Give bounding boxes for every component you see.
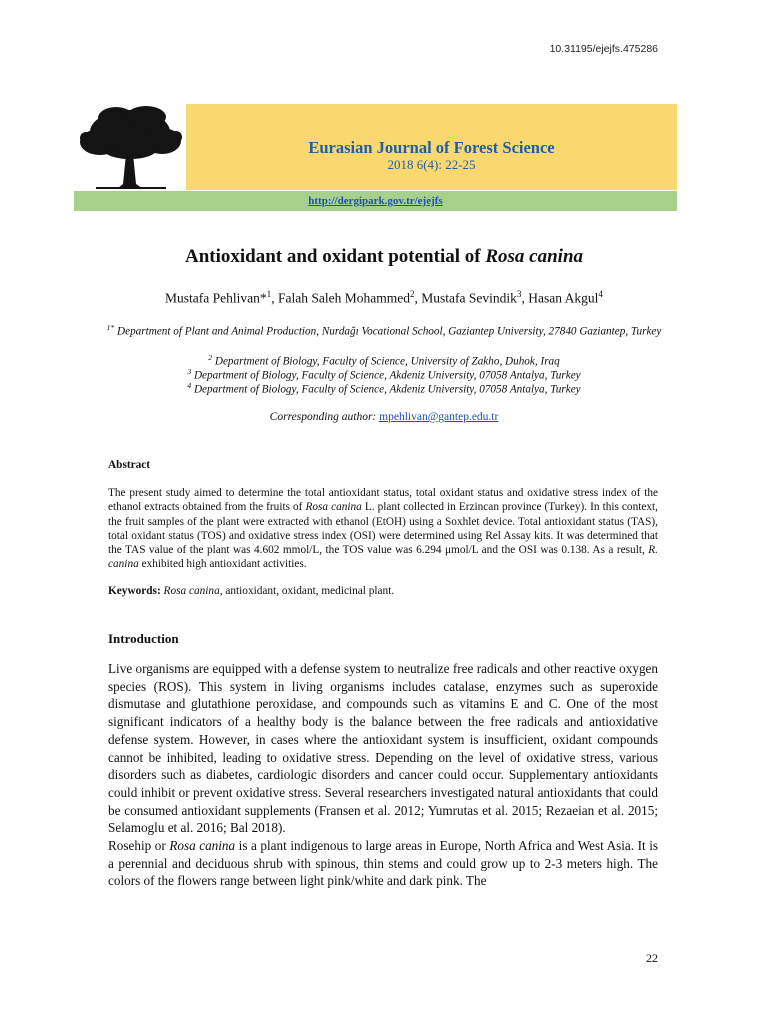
- intro-paragraph-1: Live organisms are equipped with a defense system to neutralize free radicals and other reactive oxygen species (ROS). This system in living organisms includes catalase, enzymes such as superoxide dismutase and glutathione peroxidase, and compounds such as vitamins E and C. One of the most significant indicators of a healthy body is the balance between the free radicals and antioxidative defense system. However, in cases where the antioxidant system is insufficient, oxidant compounds cannot be inhibited, leading to oxidative stress. Depending on the level of oxidative stress, various disorders such as diabetes, cardiologic disorders and cancer could occur. Supplementary antioxidants could inhibit or prevent oxidative stress. Several researchers investigated natural antioxidants that could be consumed antioxidant supplements (Fransen et al. 2012; Yumrutas et al. 2015; Rezaeian et al. 2015; Selamoglu et al. 2016; Bal 2018).: [108, 661, 658, 836]
- affiliation-1: $^{1*}$ Department of Plant and Animal Production, Nurdağı Vocational School, Gaziantep University, 27840 Gaziantep, Turkey: [106, 323, 662, 338]
- author-name: Mustafa Pehlivan*: [165, 290, 267, 306]
- journal-url-link[interactable]: http://dergipark.gov.tr/ejejfs: [308, 195, 443, 207]
- journal-logo: [74, 104, 186, 190]
- page-number: 22: [646, 951, 658, 965]
- author-name: Mustafa Sevindik: [421, 290, 517, 306]
- keywords-label: Keywords:: [108, 585, 161, 597]
- author-sup: 3: [516, 289, 522, 299]
- author-sup: 2: [409, 289, 415, 299]
- title-text: Antioxidant and oxidant potential of: [184, 246, 486, 267]
- author-name: Hasan Akgul: [528, 290, 599, 306]
- abstract-heading: Abstract: [108, 459, 151, 471]
- author-sup: 4: [598, 289, 603, 299]
- intro-paragraph-2: Rosehip or Rosa canina is a plant indigenous to large areas in Europe, North Africa and West Asia. It is a perennial and deciduous shrub with spinous, thin stems and could grow up to 2-3 meters high. The colors of the flowers range between light pink/white and dark pink. The: [108, 838, 658, 889]
- tree-icon: [76, 104, 184, 190]
- abstract-text: The present study aimed to determine the total antioxidant status, total oxidant status and oxidative stress index of the ethanol extracts obtained from the fruits of Rosa canina L. plant collected in Erzincan province (Turkey). In this context, the fruit samples of the plant were extracted with ethanol (EtOH) using a Soxhlet device. Total antioxidant status (TAS), total oxidant status (TOS) and oxidative stress index (OSI) were determined using Rel Assay kits. It was determined that the TAS value of the plant was 4.602 mmol/L, the TOS value was 6.294 μmol/L and the OSI was 0.138. As a result, R. canina exhibited high antioxidant activities.: [108, 487, 658, 571]
- affiliation-4: $^4$ Department of Biology, Faculty of Science, Akdeniz University, 07058 Antalya, Turkey: [187, 381, 581, 396]
- affiliation-3: $^3$ Department of Biology, Faculty of Science, Akdeniz University, 07058 Antalya, Turkey: [187, 367, 581, 382]
- doi: 10.31195/ejejfs.475286: [549, 43, 658, 55]
- corresponding-email-link[interactable]: mpehlivan@gantep.edu.tr: [379, 411, 499, 423]
- article-title: [0, 246, 768, 268]
- author-name: Falah Saleh Mohammed: [277, 290, 410, 306]
- corresponding-label: Corresponding author:: [269, 411, 380, 423]
- journal-issue: 2018 6(4): 22-25: [387, 157, 476, 172]
- introduction-body: [108, 660, 658, 890]
- author-sup: 1: [266, 289, 272, 299]
- author-list: Mustafa Pehlivan*$^1$, Falah Saleh Mohammed$^2$, Mustafa Sevindik$^3$, Hasan Akgul$^4$: [165, 289, 603, 306]
- keywords: Keywords: Rosa canina, antioxidant, oxidant, medicinal plant.: [108, 585, 395, 597]
- title-species: Rosa canina: [485, 246, 584, 267]
- url-bar: [74, 191, 677, 211]
- journal-title: Eurasian Journal of Forest Science: [308, 138, 555, 157]
- introduction-heading: Introduction: [108, 631, 179, 646]
- corresponding-author: [0, 411, 768, 423]
- affiliation-2: $^2$ Department of Biology, Faculty of Science, University of Zakho, Duhok, Iraq: [208, 353, 560, 368]
